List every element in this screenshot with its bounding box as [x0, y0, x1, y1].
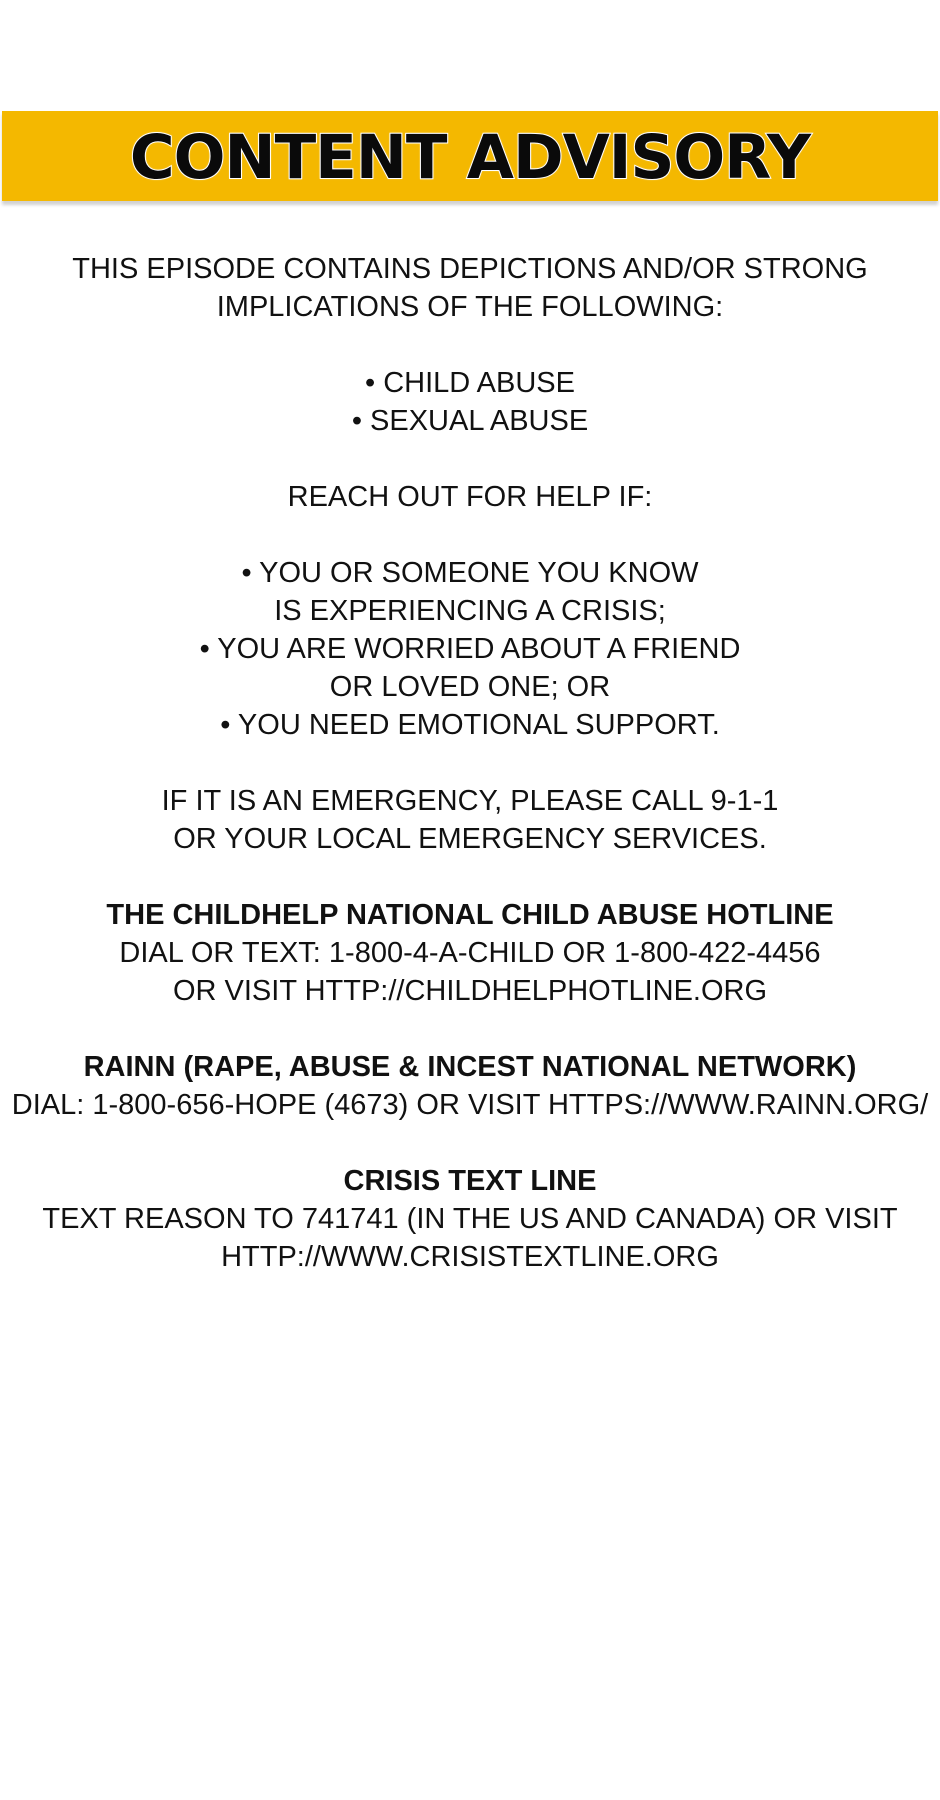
- spacer: [0, 744, 940, 782]
- resource-name-childhelp: THE CHILDHELP NATIONAL CHILD ABUSE HOTLINE: [106, 899, 834, 931]
- resource-name-crisis-text-line: CRISIS TEXT LINE: [343, 1165, 597, 1197]
- topic-item: • SEXUAL ABUSE: [351, 405, 589, 437]
- intro-line-2: IMPLICATIONS OF THE FOLLOWING:: [216, 291, 724, 323]
- emergency-line-1: IF IT IS AN EMERGENCY, PLEASE CALL 9-1-1: [161, 785, 779, 817]
- help-line: • YOU NEED EMOTIONAL SUPPORT.: [220, 709, 720, 741]
- spacer: [0, 1124, 940, 1162]
- spacer: [0, 516, 940, 554]
- resource-detail: OR VISIT HTTP://CHILDHELPHOTLINE.ORG: [172, 975, 768, 1007]
- resource-detail: DIAL OR TEXT: 1-800-4-A-CHILD OR 1-800-422-4456: [119, 937, 821, 969]
- topic-item: • CHILD ABUSE: [365, 367, 575, 399]
- spacer: [0, 858, 940, 896]
- help-line: OR LOVED ONE; OR: [329, 671, 611, 703]
- banner-title: CONTENT ADVISORY: [129, 121, 811, 193]
- intro-line-1: THIS EPISODE CONTAINS DEPICTIONS AND/OR STRONG: [72, 253, 868, 285]
- resource-name-rainn: RAINN (RAPE, ABUSE & INCEST NATIONAL NETWORK): [83, 1051, 857, 1083]
- spacer: [0, 1010, 940, 1048]
- spacer: [0, 326, 940, 364]
- advisory-content: [0, 250, 940, 1276]
- help-line: • YOU ARE WORRIED ABOUT A FRIEND: [199, 633, 741, 665]
- help-line: • YOU OR SOMEONE YOU KNOW: [241, 557, 699, 589]
- help-line: IS EXPERIENCING A CRISIS;: [274, 595, 666, 627]
- resource-detail: DIAL: 1-800-656-HOPE (4673) OR VISIT HTTPS://WWW.RAINN.ORG/: [11, 1089, 929, 1121]
- advisory-banner: [2, 111, 938, 201]
- resource-detail: TEXT REASON TO 741741 (IN THE US AND CANADA) OR VISIT: [42, 1203, 898, 1235]
- resource-detail: HTTP://WWW.CRISISTEXTLINE.ORG: [221, 1241, 719, 1273]
- emergency-line-2: OR YOUR LOCAL EMERGENCY SERVICES.: [173, 823, 767, 855]
- spacer: [0, 440, 940, 478]
- help-heading: REACH OUT FOR HELP IF:: [287, 481, 653, 513]
